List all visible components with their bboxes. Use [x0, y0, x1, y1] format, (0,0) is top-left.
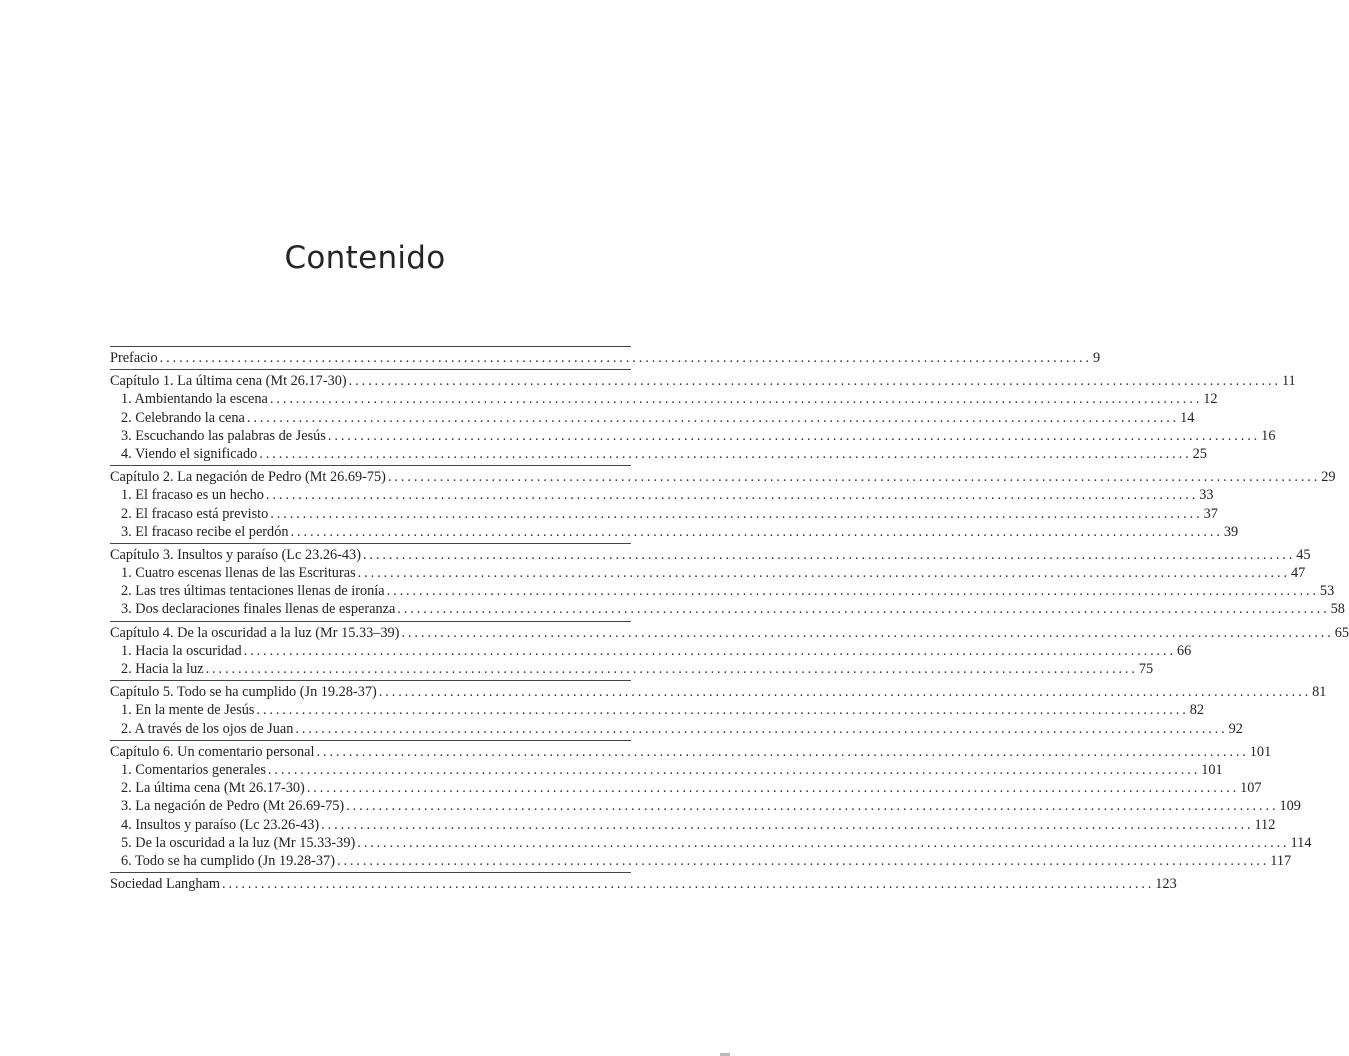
toc-entry-label: 2. Celebrando la cena — [121, 409, 245, 426]
page-title: Contenido — [284, 240, 446, 276]
dot-leader: ................................................................................................................................................ — [327, 427, 1261, 444]
toc-page-number: 81 — [1312, 684, 1327, 701]
dot-leader: ................................................................................................................................................ — [357, 834, 1290, 851]
toc-entry-label: 6. Todo se ha cumplido (Jn 19.28-37) — [121, 852, 335, 869]
toc-subentry — [110, 564, 1306, 582]
toc-subentry — [110, 834, 1312, 852]
dot-leader: ................................................................................................................................................ — [397, 601, 1330, 618]
toc-subentry — [110, 523, 1239, 541]
toc-entry-label: 1. El fracaso es un hecho — [121, 487, 264, 504]
toc-subentry — [110, 701, 1204, 719]
toc-page-number: 101 — [1249, 743, 1272, 760]
toc-entry-label: 3. El fracaso recibe el perdón — [121, 523, 289, 540]
dot-leader: ................................................................................................................................................ — [357, 565, 1290, 582]
dot-leader: ................................................................................................................................................ — [316, 743, 1249, 760]
dot-leader: ................................................................................................................................................ — [270, 505, 1203, 522]
dot-leader: ................................................................................................................................................ — [348, 373, 1281, 390]
toc-page-number: 66 — [1176, 642, 1192, 659]
toc-entry-label: 3. La negación de Pedro (Mt 26.69-75) — [121, 798, 345, 815]
toc-entry-label: Sociedad Langham — [110, 876, 220, 893]
toc-entry — [110, 468, 1336, 486]
dot-leader: ................................................................................................................................................ — [221, 876, 1155, 893]
toc-page-number: 11 — [1281, 373, 1296, 390]
toc-group — [110, 740, 1312, 870]
dot-leader: ................................................................................................................................................ — [267, 761, 1201, 778]
toc-page-number: 123 — [1155, 876, 1177, 893]
toc-page-number: 25 — [1192, 445, 1207, 462]
dot-leader: ................................................................................................................................................ — [306, 780, 1240, 797]
toc-entry-label: Capítulo 5. Todo se ha cumplido (Jn 19.28-37) — [110, 684, 377, 701]
toc-entry — [110, 875, 1177, 893]
toc-subentry — [110, 779, 1262, 797]
toc-subentry — [110, 486, 1214, 504]
toc-subentry — [110, 816, 1276, 834]
toc-entry-label: Capítulo 4. De la oscuridad a la luz (Mr 15.33–39) — [110, 624, 400, 641]
toc-entry-label: 1. En la mente de Jesús — [121, 702, 255, 719]
toc-page-number: 114 — [1290, 834, 1312, 851]
toc-entry-label: 5. De la oscuridad a la luz (Mr 15.33-39) — [121, 834, 356, 851]
toc-page-number: 101 — [1201, 761, 1223, 778]
toc-page-number: 9 — [1092, 350, 1101, 366]
toc-subentry — [110, 642, 1192, 660]
toc-subentry — [110, 427, 1276, 445]
toc-page-number: 75 — [1138, 661, 1154, 677]
toc-entry-label: 1. Comentarios generales — [121, 761, 266, 778]
dot-leader: ................................................................................................................................................ — [246, 409, 1180, 426]
toc-page-number: 53 — [1319, 583, 1335, 600]
toc-page-number: 117 — [1270, 852, 1292, 869]
dot-leader: ................................................................................................................................................ — [290, 523, 1223, 540]
toc-group — [110, 543, 1345, 619]
toc-group — [110, 872, 1177, 893]
toc-group — [110, 346, 1101, 367]
toc-page-number: 47 — [1290, 565, 1306, 582]
toc-entry-label: Capítulo 1. La última cena (Mt 26.17-30) — [110, 373, 347, 390]
toc-page-number: 33 — [1199, 487, 1214, 504]
dot-leader: ................................................................................................................................................ — [401, 624, 1334, 641]
toc-subentry — [110, 505, 1218, 523]
toc-subentry — [110, 761, 1223, 779]
dot-leader: ................................................................................................................................................ — [256, 702, 1189, 719]
toc-subentry — [110, 390, 1218, 408]
toc-page-number: 65 — [1334, 624, 1349, 641]
dot-leader: ................................................................................................................................................ — [378, 684, 1312, 701]
dot-leader: ................................................................................................................................................ — [321, 816, 1254, 833]
toc-entry-label: 3. Escuchando las palabras de Jesús — [121, 427, 326, 444]
toc-entry — [110, 372, 1296, 390]
toc-group — [110, 621, 1349, 679]
dot-leader: ................................................................................................................................................ — [346, 798, 1279, 815]
toc-entry-label: 4. Insultos y paraíso (Lc 23.26-43) — [121, 816, 320, 833]
dot-leader: ................................................................................................................................................ — [243, 642, 1176, 659]
dot-leader: ................................................................................................................................................ — [159, 350, 1092, 366]
toc-entry-label: 1. Cuatro escenas llenas de las Escrituras — [121, 565, 356, 582]
toc-page-number: 92 — [1228, 720, 1243, 737]
toc-entry-label: 2. Hacia la luz — [121, 661, 204, 677]
toc-entry-label: Capítulo 2. La negación de Pedro (Mt 26.69-75) — [110, 469, 386, 486]
dot-leader: ................................................................................................................................................ — [362, 546, 1296, 563]
dot-leader: ................................................................................................................................................ — [259, 445, 1192, 462]
toc-entry-label: 1. Hacia la oscuridad — [121, 642, 242, 659]
toc-group — [110, 369, 1296, 463]
toc-entry — [110, 683, 1327, 701]
table-of-contents — [110, 346, 1349, 895]
toc-entry — [110, 624, 1349, 642]
toc-page-number: 14 — [1180, 409, 1195, 426]
toc-page-number: 29 — [1321, 469, 1336, 486]
toc-entry-label: 2. El fracaso está previsto — [121, 505, 269, 522]
toc-subentry — [110, 797, 1301, 815]
toc-entry-label: Capítulo 6. Un comentario personal — [110, 743, 315, 760]
toc-entry — [110, 349, 1101, 367]
toc-page-number: 45 — [1296, 546, 1311, 563]
toc-entry-label: 2. A través de los ojos de Juan — [121, 720, 294, 737]
toc-group — [110, 680, 1327, 738]
dot-leader: ................................................................................................................................................ — [386, 583, 1319, 600]
dot-leader: ................................................................................................................................................ — [269, 391, 1203, 408]
toc-entry-label: Capítulo 3. Insultos y paraíso (Lc 23.26-43) — [110, 546, 361, 563]
toc-page-number: 112 — [1254, 816, 1276, 833]
dot-leader: ................................................................................................................................................ — [295, 720, 1228, 737]
toc-subentry — [110, 660, 1154, 678]
toc-entry-label: 2. Las tres últimas tentaciones llenas de ironía — [121, 583, 385, 600]
toc-entry-label: 4. Viendo el significado — [121, 445, 258, 462]
dot-leader: ................................................................................................................................................ — [205, 661, 1138, 677]
toc-subentry — [110, 445, 1207, 463]
toc-page-number: 37 — [1203, 505, 1218, 522]
toc-page-number: 16 — [1261, 427, 1276, 444]
toc-subentry — [110, 409, 1195, 427]
dot-leader: ................................................................................................................................................ — [387, 469, 1321, 486]
toc-page-number: 107 — [1240, 780, 1262, 797]
toc-entry-label: 1. Ambientando la escena — [121, 391, 268, 408]
toc-page-number: 39 — [1223, 523, 1239, 540]
toc-entry-label: 3. Dos declaraciones finales llenas de esperanza — [121, 601, 396, 618]
dot-leader: ................................................................................................................................................ — [265, 487, 1199, 504]
toc-subentry — [110, 720, 1243, 738]
toc-page-number: 82 — [1189, 702, 1204, 719]
toc-page-number: 58 — [1330, 601, 1345, 618]
toc-page-number: 12 — [1203, 391, 1218, 408]
toc-subentry — [110, 600, 1345, 618]
toc-group — [110, 465, 1336, 541]
toc-subentry — [110, 582, 1335, 600]
toc-entry-label: Prefacio — [110, 350, 158, 366]
toc-entry-label: 2. La última cena (Mt 26.17-30) — [121, 780, 305, 797]
toc-subentry — [110, 852, 1292, 870]
dot-leader: ................................................................................................................................................ — [336, 852, 1270, 869]
toc-entry — [110, 546, 1311, 564]
toc-entry — [110, 743, 1272, 761]
toc-page-number: 109 — [1279, 798, 1301, 815]
